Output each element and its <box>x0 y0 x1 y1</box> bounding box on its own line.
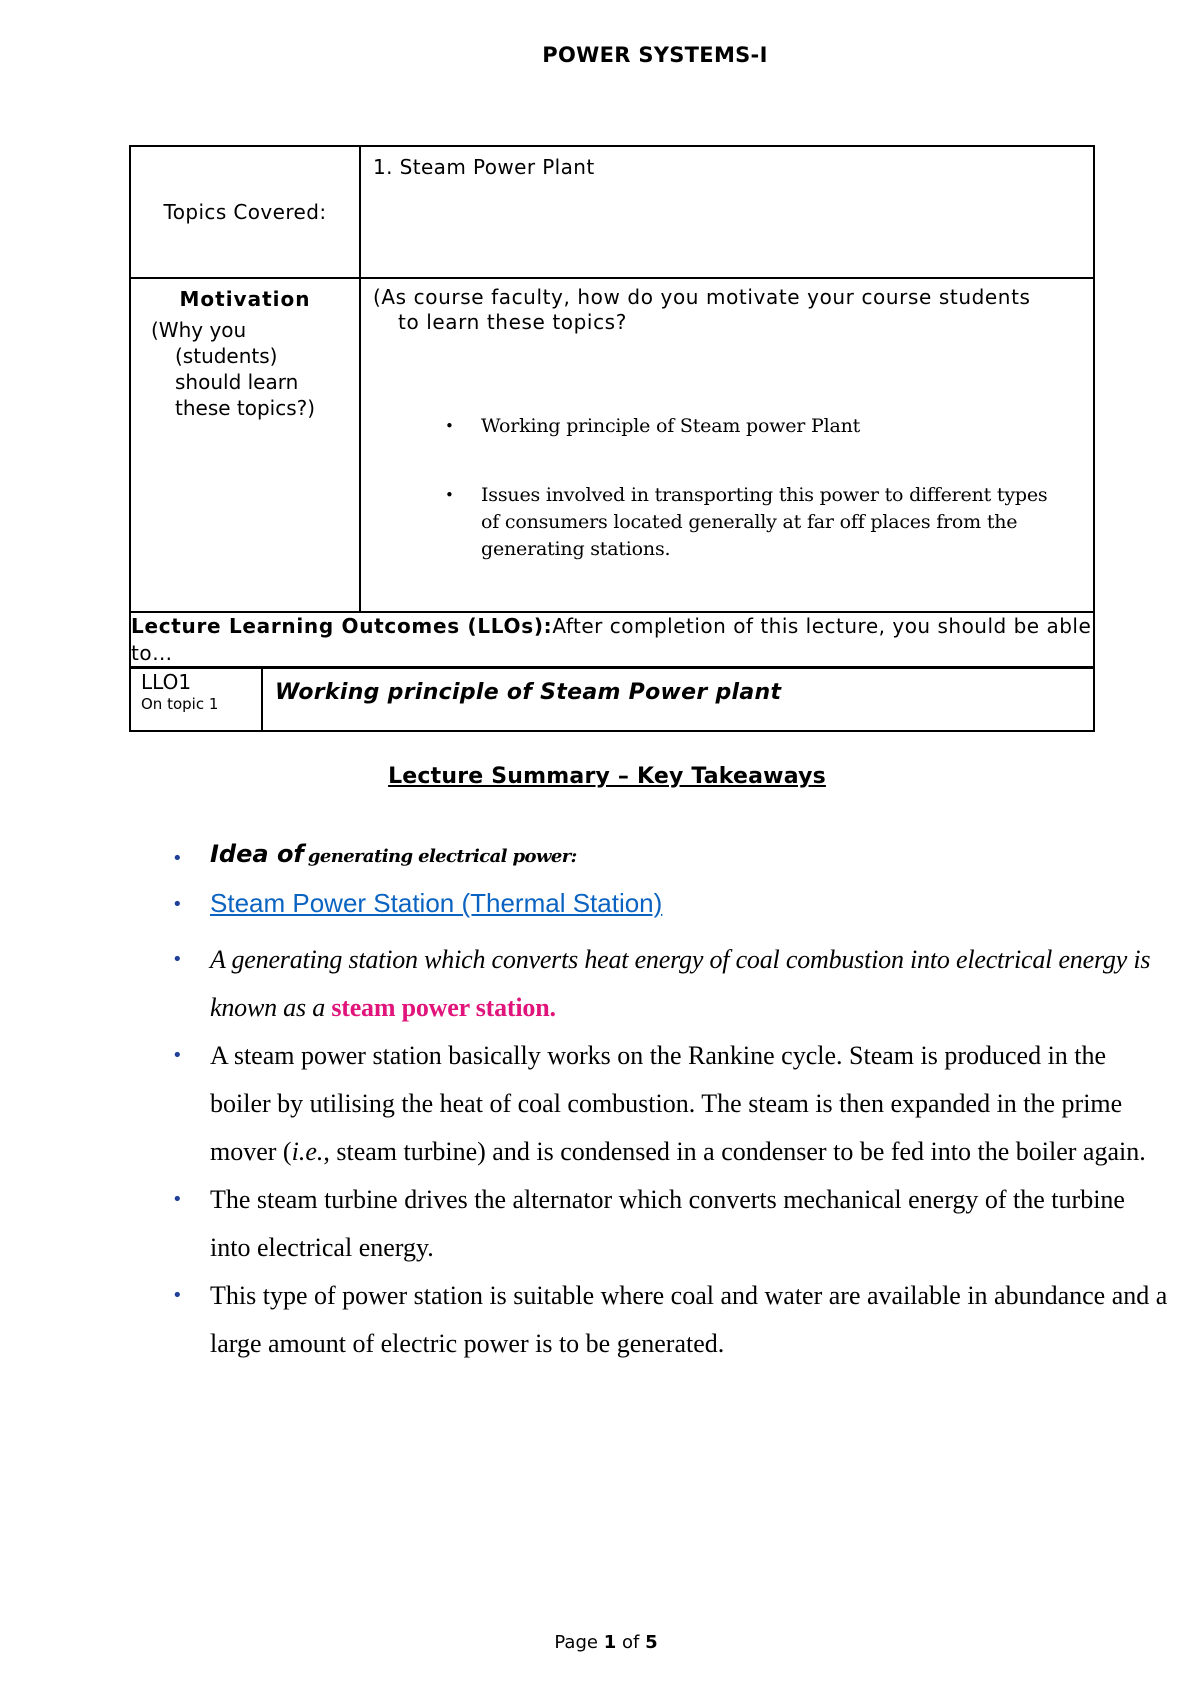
topics-content-cell <box>360 146 1094 278</box>
rankine-text-ie: i.e. <box>291 1137 324 1166</box>
llo-id: LLO1 <box>141 670 192 694</box>
bullet-icon: • <box>445 417 454 435</box>
topics-label-cell <box>130 146 360 278</box>
motivation-label-cell <box>130 278 360 612</box>
motivation-points-list <box>373 413 1087 563</box>
motivation-prompt-line: (As course faculty, how do you motivate your course students <box>373 285 1031 309</box>
turbine-text: The steam turbine drives the alternator which converts mechanical energy of the turbine into electrical energy. <box>210 1185 1125 1262</box>
footer-page-word: Page <box>554 1632 598 1653</box>
summary-list <box>170 840 1170 1368</box>
bullet-icon: • <box>172 894 183 915</box>
bullet-icon: • <box>172 848 183 869</box>
motivation-point <box>445 413 1087 440</box>
summary-heading: Lecture Summary – Key Takeaways <box>388 764 826 789</box>
page-header-title: POWER SYSTEMS-I <box>542 43 768 67</box>
llo-id-cell <box>130 667 262 731</box>
page-footer <box>0 1632 1200 1653</box>
summary-item-bold: Idea of <box>210 840 304 868</box>
rankine-text-a: A steam power station basically works on the Rankine cycle. Steam is produced in the boiler by utilising the heat of coal combustion. The steam is then expanded in the prime mover ( <box>210 1041 1123 1166</box>
bullet-icon: • <box>172 1189 183 1210</box>
llo-row <box>130 667 1094 731</box>
footer-of-word: of <box>621 1632 640 1653</box>
llo-topic-ref: On topic 1 <box>141 695 219 713</box>
course-info-table <box>129 145 1095 669</box>
motivation-sub-line: should learn <box>175 370 299 394</box>
motivation-prompt <box>373 285 1087 335</box>
llo-header-rest: After completion of this lecture, you should be able to… <box>131 614 1092 665</box>
summary-item-rest: generating electrical power: <box>307 846 577 867</box>
motivation-content-cell <box>360 278 1094 612</box>
llo-header-cell <box>130 612 1094 668</box>
bullet-icon: • <box>172 1285 183 1306</box>
summary-item <box>170 840 1170 888</box>
bullet-icon: • <box>445 486 454 504</box>
rankine-text-b: , steam turbine) and is condensed in a condenser to be fed into the boiler again. <box>323 1137 1146 1166</box>
summary-item <box>170 1272 1170 1368</box>
definition-text <box>210 945 1150 1022</box>
bullet-icon: • <box>172 949 183 970</box>
definition-body: A generating station which converts heat energy of coal combustion into electrical energy is known as a <box>210 945 1151 1022</box>
topics-row <box>130 146 1094 278</box>
llo-description: Working principle of Steam Power plant <box>262 667 1094 731</box>
summary-item <box>170 888 1170 936</box>
summary-item <box>170 1032 1170 1176</box>
steam-power-station-link[interactable]: Steam Power Station (Thermal Station) <box>210 888 663 918</box>
motivation-point <box>445 482 1087 563</box>
motivation-title: Motivation <box>179 287 311 311</box>
motivation-row <box>130 278 1094 612</box>
definition-highlight: steam power station. <box>331 993 556 1022</box>
footer-current-page: 1 <box>603 1632 617 1653</box>
motivation-point-text: Issues involved in transporting this power to different types of consumers located generally at far off places from the generating stations. <box>481 484 1048 560</box>
rankine-text <box>210 1041 1146 1166</box>
llo-table <box>129 666 1095 732</box>
summary-item <box>170 1176 1170 1272</box>
llo-header-text <box>131 613 1093 667</box>
motivation-point-text: Working principle of Steam power Plant <box>481 415 861 437</box>
suitability-text: This type of power station is suitable where coal and water are available in abundance and a large amount of electric power is to be generated. <box>210 1281 1168 1358</box>
topics-label: Topics Covered: <box>163 200 327 224</box>
summary-item <box>170 936 1170 1032</box>
bullet-icon: • <box>172 1045 183 1066</box>
llo-header-bold: Lecture Learning Outcomes (LLOs): <box>131 614 553 638</box>
motivation-sub-line: (students) <box>175 344 278 368</box>
motivation-prompt-line: to learn these topics? <box>398 310 627 334</box>
motivation-sub-line: these topics?) <box>175 396 316 420</box>
topic-item: 1. Steam Power Plant <box>373 155 595 179</box>
llo-header-row <box>130 612 1094 668</box>
footer-total-pages: 5 <box>645 1632 658 1653</box>
motivation-subtitle <box>151 317 331 421</box>
motivation-sub-line: (Why you <box>151 318 247 342</box>
